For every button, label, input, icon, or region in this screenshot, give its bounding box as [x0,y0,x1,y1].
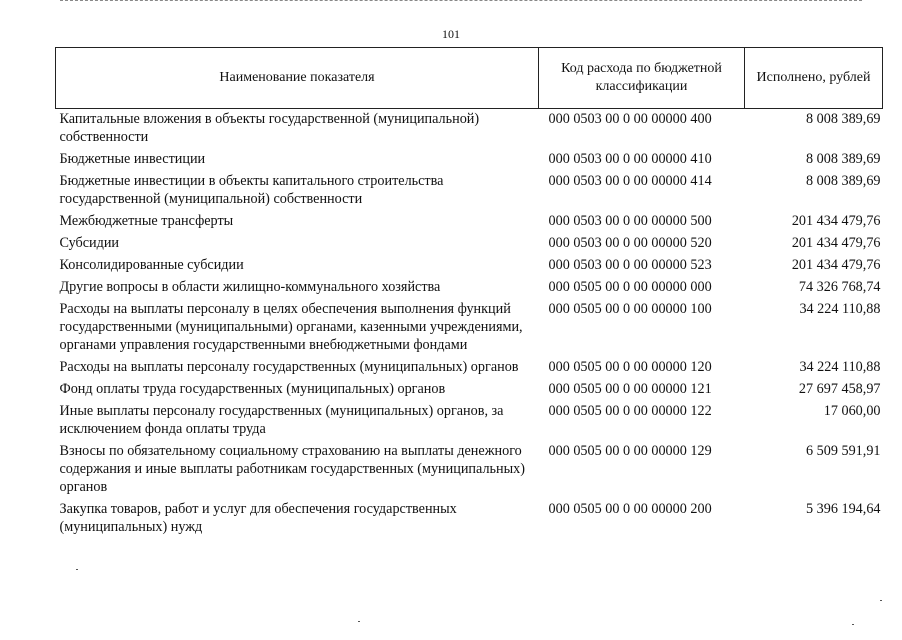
row-code: 000 0503 00 0 00 00000 500 [548,213,712,229]
table-row [56,147,883,169]
row-amount: 201 434 479,76 [791,257,881,273]
row-name: Межбюджетные трансферты [59,213,234,229]
row-amount: 5 396 194,64 [806,501,881,517]
row-amount: 8 008 389,69 [806,111,881,127]
row-code: 000 0503 00 0 00 00000 400 [548,111,712,127]
row-name: Расходы на выплаты персоналу государственных (муниципальных) органов [59,359,519,375]
row-name: Капитальные вложения в объекты государственной (муниципальной) собственности [59,111,480,145]
table-row [56,399,883,439]
table-row [56,169,883,209]
scan-top-edge [60,0,862,3]
row-code: 000 0505 00 0 00 00000 120 [548,359,712,375]
table-row [56,231,883,253]
row-name: Фонд оплаты труда государственных (муниципальных) органов [59,381,446,397]
row-name: Бюджетные инвестиции в объекты капитального строительства государственной (муниципальной) собственности [59,173,444,207]
row-code: 000 0505 00 0 00 00000 122 [548,403,712,419]
row-code: 000 0505 00 0 00 00000 121 [548,381,712,397]
header-code: Код расхода по бюджетной классификации [539,48,745,109]
scan-speck [880,600,882,601]
table-row [56,275,883,297]
row-name: Другие вопросы в области жилищно-коммунального хозяйства [59,279,441,295]
row-code: 000 0505 00 0 00 00000 129 [548,443,712,459]
table-body [56,109,883,538]
row-name: Взносы по обязательному социальному страхованию на выплаты денежного содержания и иные выплаты работникам государственных (муниципальных) органов [59,443,525,495]
row-amount: 8 008 389,69 [806,151,881,167]
row-amount: 17 060,00 [823,403,881,419]
row-amount: 6 509 591,91 [806,443,881,459]
row-name: Иные выплаты персоналу государственных (муниципальных) органов, за исключением фонда оплаты труда [59,403,504,437]
row-name: Закупка товаров, работ и услуг для обеспечения государственных (муниципальных) нужд [59,501,457,535]
row-code: 000 0505 00 0 00 00000 100 [548,301,712,317]
row-amount: 8 008 389,69 [806,173,881,189]
row-amount: 27 697 458,97 [798,381,881,397]
header-name: Наименование показателя [56,48,539,109]
row-amount: 74 326 768,74 [798,279,881,295]
scan-speck [76,569,78,570]
row-code: 000 0505 00 0 00 00000 000 [548,279,712,295]
row-name: Консолидированные субсидии [59,257,244,273]
row-code: 000 0503 00 0 00 00000 410 [548,151,712,167]
table-row [56,297,883,355]
table-row [56,377,883,399]
row-amount: 201 434 479,76 [791,213,881,229]
row-code: 000 0505 00 0 00 00000 200 [548,501,712,517]
row-code: 000 0503 00 0 00 00000 520 [548,235,712,251]
row-amount: 34 224 110,88 [799,301,881,317]
row-name: Расходы на выплаты персоналу в целях обеспечения выполнения функций государственными (муниципальными) органами, казенными учреждениями, органами управления государственными внебюджетными фондами [59,301,523,353]
row-name: Субсидии [59,235,120,251]
row-amount: 34 224 110,88 [799,359,881,375]
row-code: 000 0503 00 0 00 00000 414 [548,173,712,189]
expenditure-table [55,47,883,537]
header-amount: Исполнено, рублей [745,48,883,109]
table-row [56,497,883,537]
table-header-row [56,48,883,109]
page-number: 101 [442,27,460,41]
table-row [56,209,883,231]
scan-speck [358,621,360,622]
table-row [56,355,883,377]
row-name: Бюджетные инвестиции [59,151,206,167]
row-amount: 201 434 479,76 [791,235,881,251]
table-row [56,109,883,148]
table-row [56,439,883,497]
table-row [56,253,883,275]
row-code: 000 0503 00 0 00 00000 523 [548,257,712,273]
scan-speck [852,624,854,625]
